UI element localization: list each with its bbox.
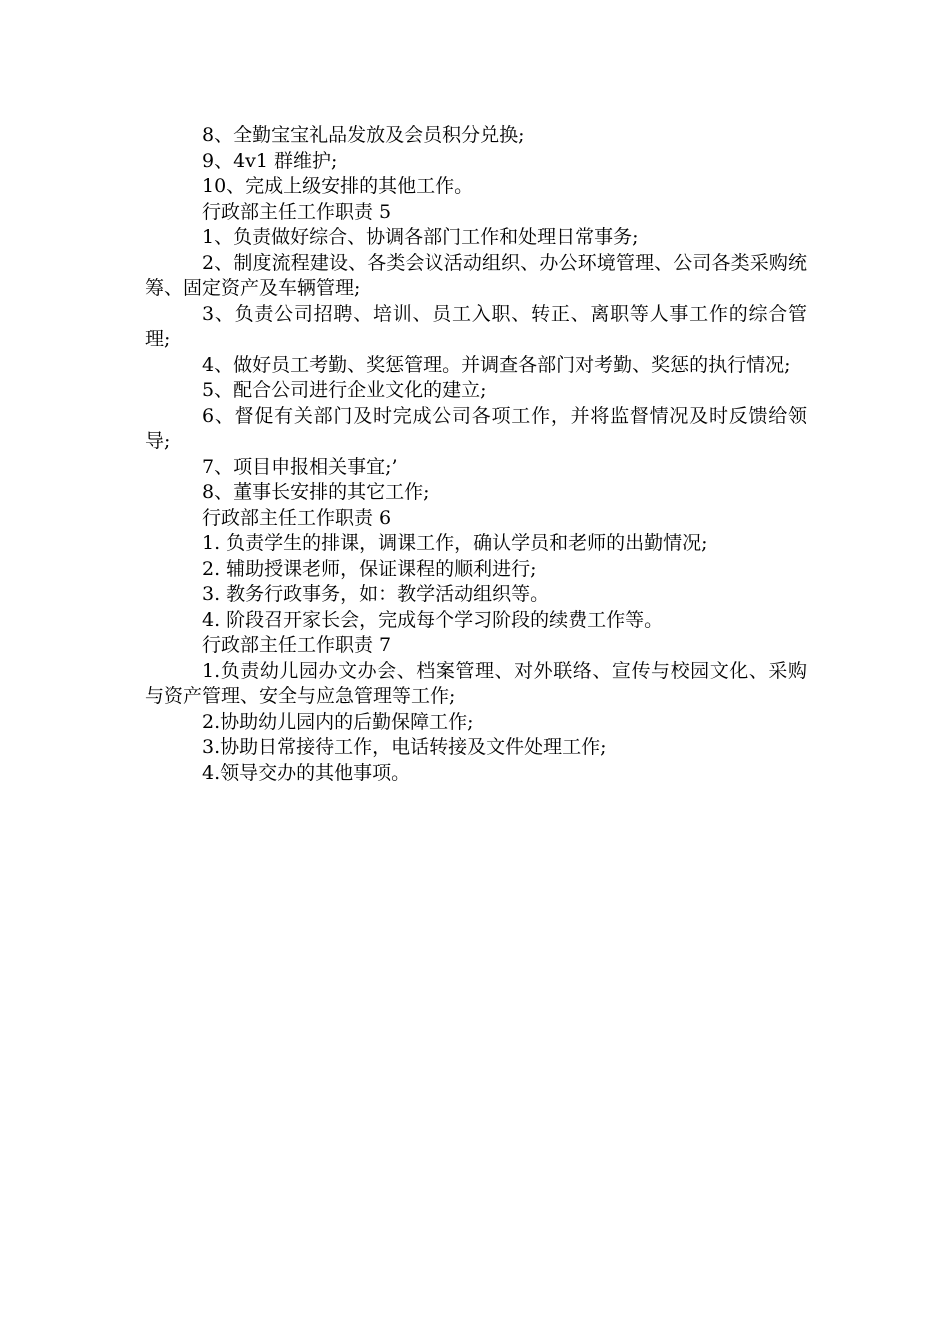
paragraph-duty-6-4: 4. 阶段召开家长会，完成每个学习阶段的续费工作等。	[202, 608, 664, 631]
paragraph-item-9-group: 9、4v1 群维护;	[202, 149, 338, 172]
paragraph-duty-5-2: 2、制度流程建设、各类会议活动组织、办公环境管理、公司各类采购统筹、固定资产及车辆管理;	[145, 251, 807, 299]
paragraph-duty-5-6: 6、督促有关部门及时完成公司各项工作，并将监督情况及时反馈给领导;	[145, 404, 807, 452]
section-heading-5: 行政部主任工作职责 5	[202, 200, 392, 223]
paragraph-duty-6-3: 3. 教务行政事务，如：教学活动组织等。	[202, 583, 550, 605]
paragraph-duty-5-1: 1、负责做好综合、协调各部门工作和处理日常事务;	[202, 226, 639, 248]
paragraph-item-10-other: 10、完成上级安排的其他工作。	[202, 175, 474, 197]
section-heading-6: 行政部主任工作职责 6	[202, 506, 392, 529]
paragraph-duty-5-3: 3、负责公司招聘、培训、员工入职、转正、离职等人事工作的综合管理;	[145, 302, 807, 350]
paragraph-duty-6-2: 2. 辅助授课老师，保证课程的顺利进行;	[202, 557, 537, 580]
paragraph-item-8-gift: 8、全勤宝宝礼品发放及会员积分兑换;	[202, 124, 525, 146]
section-heading-7: 行政部主任工作职责 7	[202, 634, 392, 656]
paragraph-duty-7-3: 3.协助日常接待工作，电话转接及文件处理工作;	[202, 736, 607, 758]
paragraph-duty-5-4: 4、做好员工考勤、奖惩管理。并调查各部门对考勤、奖惩的执行情况;	[202, 353, 791, 376]
paragraph-duty-5-7: 7、项目申报相关事宜;’	[202, 455, 398, 478]
paragraph-duty-5-8: 8、董事长安排的其它工作;	[202, 481, 430, 503]
paragraph-duty-5-5: 5、配合公司进行企业文化的建立;	[202, 379, 487, 401]
paragraph-duty-6-1: 1. 负责学生的排课，调课工作，确认学员和老师的出勤情况;	[202, 532, 708, 554]
document-body	[145, 123, 807, 786]
paragraph-duty-7-4: 4.领导交办的其他事项。	[202, 761, 411, 784]
paragraph-duty-7-1: 1.负责幼儿园办文办会、档案管理、对外联络、宣传与校园文化、采购与资产管理、安全与应急管理等工作;	[145, 659, 807, 707]
paragraph-duty-7-2: 2.协助幼儿园内的后勤保障工作;	[202, 710, 474, 733]
